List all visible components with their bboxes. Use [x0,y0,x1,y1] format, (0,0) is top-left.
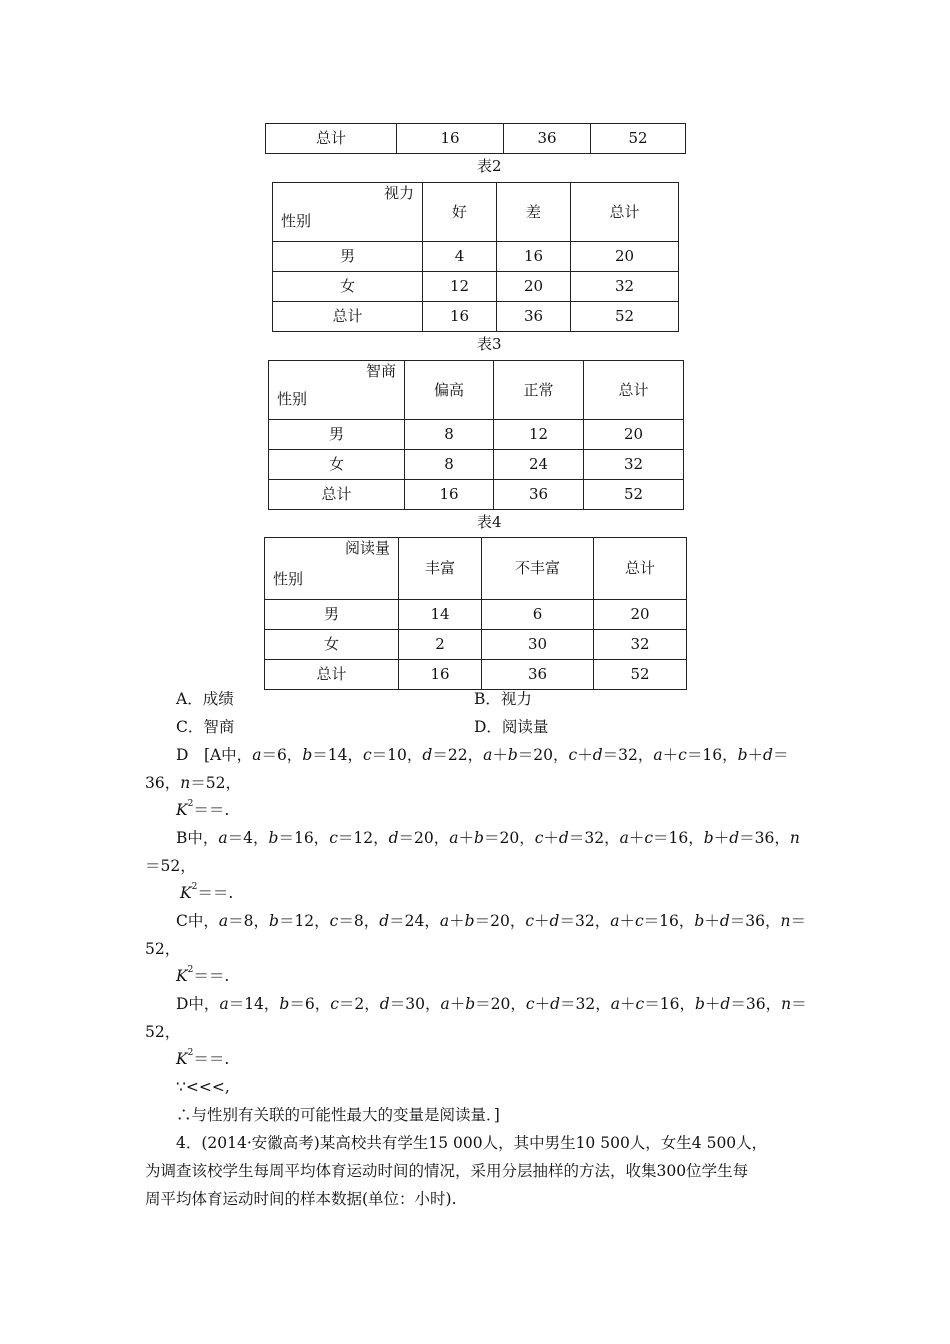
question4-line1: 4．(2014·安徽高考)某高校共有学生15 000人，其中男生10 500人，女生4 500人， [176,1134,768,1152]
table-cell: 20 [584,420,684,450]
row-label: 女 [273,272,423,302]
column-header: 总计 [594,538,687,600]
solution-case-d-cont: 52， [145,1023,181,1041]
table-cell: 20 [497,272,571,302]
table-row [265,660,687,690]
column-header: 偏高 [405,361,494,420]
row-variable: 性别 [281,212,312,230]
table4-caption: 表4 [477,513,502,531]
solution-case-b-cont: ＝52， [145,857,196,875]
table-header-row [269,361,684,420]
table-cell: 24 [494,450,584,480]
table-cell: 36 [497,302,571,332]
table-cell: 16 [405,480,494,510]
table-cell: 8 [405,450,494,480]
since-comparison: ∵<<<, [176,1078,230,1096]
column-header: 不丰富 [482,538,594,600]
table-cell: 4 [423,242,497,272]
table-row [273,302,679,332]
table2 [272,182,679,332]
table3-caption: 表3 [477,335,502,353]
conclusion: ∴与性别有关联的可能性最大的变量是阅读量．] [176,1106,500,1124]
column-header: 差 [497,183,571,242]
table-cell: 16 [423,302,497,332]
column-variable: 智商 [365,362,396,380]
solution-case-d: D中，a＝14，b＝6，c＝2，d＝30，a＋b＝20，c＋d＝32，a＋c＝16，b＋d＝36，n＝ [176,995,807,1013]
table-row [269,450,684,480]
table-row [273,272,679,302]
solution-case-c: C中，a＝8，b＝12，c＝8，d＝24，a＋b＝20，c＋d＝32，a＋c＝16，b＋d＝36，n＝ [176,912,807,930]
row-label: 男 [269,420,405,450]
row-variable: 性别 [273,570,304,588]
answer-letter: D [176,746,189,764]
column-header: 总计 [571,183,679,242]
row-label: 总计 [269,480,405,510]
option-d: D．阅读量 [474,718,549,736]
column-variable: 阅读量 [344,539,390,557]
k-squared-formula: $K^2==$. [176,1048,230,1068]
row-label: 总计 [273,302,423,332]
table-row [273,242,679,272]
table-cell: 52 [591,124,686,154]
row-label: 女 [265,630,399,660]
table-row [269,480,684,510]
option-c: C．智商 [176,718,235,736]
diagonal-header [265,538,399,600]
table-cell: 16 [399,660,482,690]
question4-line3: 周平均体育运动时间的样本数据(单位：小时). [145,1190,457,1208]
row-label: 男 [273,242,423,272]
k-squared-formula: $K^2==$. [176,965,230,985]
option-b: B．视力 [474,690,532,708]
row-label: 男 [265,600,399,630]
table-cell: 36 [504,124,591,154]
row-label: 女 [269,450,405,480]
table-cell: 14 [399,600,482,630]
column-header: 好 [423,183,497,242]
diagonal-header [269,361,405,420]
table-cell: 30 [482,630,594,660]
diagonal-header [273,183,423,242]
table-cell: 6 [482,600,594,630]
solution-case-a: D [A中，a＝6，b＝14，c＝10，d＝22，a＋b＝20，c＋d＝32，a＋c＝16，b＋d＝ [176,746,789,764]
row-label: 总计 [266,124,397,154]
table4 [264,537,687,690]
k-squared-formula: $K^2==$. [176,799,230,819]
table-cell: 52 [571,302,679,332]
k-squared-formula: $K^2==$. [180,882,234,902]
table-cell: 12 [494,420,584,450]
solution-case-a-cont: 36，n＝52， [145,774,241,792]
table3 [268,360,684,510]
table2-caption: 表2 [477,157,502,175]
table-cell: 2 [399,630,482,660]
solution-case-b: B中，a＝4，b＝16，c＝12，d＝20，a＋b＝20，c＋d＝32，a＋c＝16，b＋d＝36，n [176,829,800,847]
table-cell: 52 [584,480,684,510]
column-header: 总计 [584,361,684,420]
table-cell: 32 [571,272,679,302]
table-cell: 20 [571,242,679,272]
row-variable: 性别 [277,390,308,408]
table-header-row [265,538,687,600]
table-cell: 36 [494,480,584,510]
table-cell: 32 [594,630,687,660]
table-row [265,600,687,630]
table-header-row [273,183,679,242]
table-cell: 36 [482,660,594,690]
table-row [266,124,686,154]
table-cell: 16 [497,242,571,272]
table-row [265,630,687,660]
row-label: 总计 [265,660,399,690]
table1-tail [265,123,686,154]
table-cell: 8 [405,420,494,450]
table-row [269,420,684,450]
column-header: 丰富 [399,538,482,600]
question4-line2: 为调查该校学生每周平均体育运动时间的情况，采用分层抽样的方法，收集300位学生每 [145,1162,749,1180]
option-a: A．成绩 [176,690,234,708]
column-header: 正常 [494,361,584,420]
table-cell: 12 [423,272,497,302]
solution-case-c-cont: 52， [145,940,181,958]
table-cell: 16 [397,124,504,154]
column-variable: 视力 [383,184,414,202]
table-cell: 52 [594,660,687,690]
table-cell: 20 [594,600,687,630]
table-cell: 32 [584,450,684,480]
